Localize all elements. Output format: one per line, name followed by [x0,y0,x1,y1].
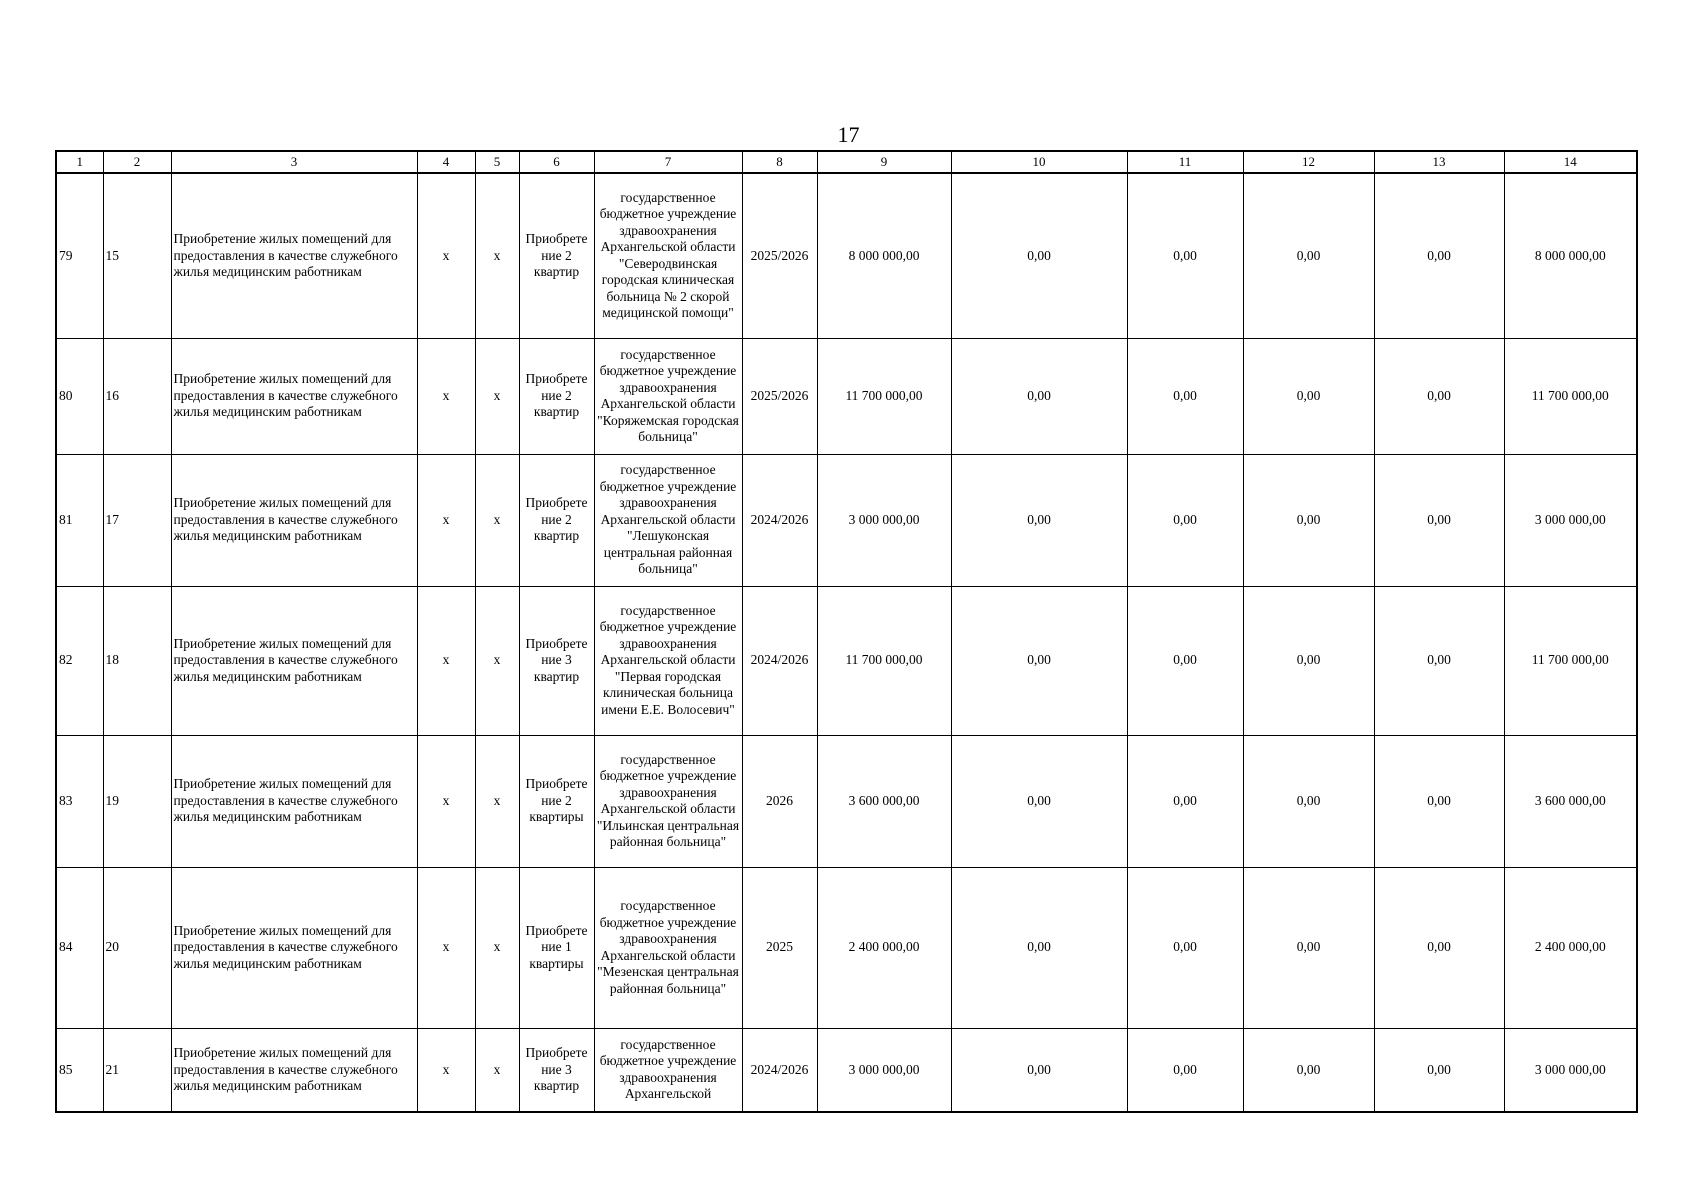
cell-col14: 3 600 000,00 [1504,735,1637,867]
cell-col10: 0,00 [951,735,1127,867]
cell-col5: x [475,338,519,454]
column-header: 13 [1374,151,1504,173]
period-cell: 2026 [742,735,817,867]
column-header: 6 [519,151,594,173]
cell-col13: 0,00 [1374,867,1504,1028]
organization-cell: государственное бюджетное учреждение здравоохранения Архангельской области "Первая городская клиническая больница имени Е.Е. Волосевич" [594,586,742,735]
result-cell: Приобрете ние 2 квартиры [519,735,594,867]
period-cell: 2025/2026 [742,338,817,454]
table-row [56,867,1637,1028]
sub-number: 20 [103,867,171,1028]
cell-col5: x [475,1028,519,1112]
table-row [56,1028,1637,1112]
organization-cell: государственное бюджетное учреждение здравоохранения Архангельской области "Коряжемская городская больница" [594,338,742,454]
column-header: 1 [56,151,103,173]
cell-col13: 0,00 [1374,1028,1504,1112]
total-cell: 2 400 000,00 [817,867,951,1028]
cell-col11: 0,00 [1127,586,1243,735]
cell-col14: 3 000 000,00 [1504,454,1637,586]
row-number: 81 [56,454,103,586]
event-description: Приобретение жилых помещений для предоставления в качестве служебного жилья медицинским работникам [171,735,417,867]
cell-col5: x [475,586,519,735]
cell-col5: x [475,454,519,586]
cell-col12: 0,00 [1243,173,1374,338]
cell-col13: 0,00 [1374,454,1504,586]
column-header: 4 [417,151,475,173]
column-header: 2 [103,151,171,173]
page-number: 17 [837,122,860,147]
sub-number: 16 [103,338,171,454]
event-description: Приобретение жилых помещений для предоставления в качестве служебного жилья медицинским работникам [171,1028,417,1112]
total-cell: 11 700 000,00 [817,338,951,454]
cell-col14: 2 400 000,00 [1504,867,1637,1028]
row-number: 80 [56,338,103,454]
cell-col11: 0,00 [1127,338,1243,454]
column-header: 14 [1504,151,1637,173]
cell-col4: x [417,867,475,1028]
column-header: 9 [817,151,951,173]
column-header: 3 [171,151,417,173]
table-row [56,173,1637,338]
event-description: Приобретение жилых помещений для предоставления в качестве служебного жилья медицинским работникам [171,867,417,1028]
row-number: 84 [56,867,103,1028]
column-header: 10 [951,151,1127,173]
result-cell: Приобрете ние 3 квартир [519,586,594,735]
column-header: 11 [1127,151,1243,173]
result-cell: Приобрете ние 1 квартиры [519,867,594,1028]
cell-col13: 0,00 [1374,586,1504,735]
cell-col10: 0,00 [951,1028,1127,1112]
result-cell: Приобрете ние 3 квартир [519,1028,594,1112]
cell-col12: 0,00 [1243,1028,1374,1112]
sub-number: 15 [103,173,171,338]
organization-cell: государственное бюджетное учреждение здравоохранения Архангельской области "Лешуконская центральная районная больница" [594,454,742,586]
cell-col4: x [417,1028,475,1112]
row-number: 79 [56,173,103,338]
period-cell: 2024/2026 [742,454,817,586]
cell-col14: 11 700 000,00 [1504,338,1637,454]
column-header: 8 [742,151,817,173]
cell-col13: 0,00 [1374,173,1504,338]
event-description: Приобретение жилых помещений для предоставления в качестве служебного жилья медицинским работникам [171,586,417,735]
column-header: 12 [1243,151,1374,173]
event-description: Приобретение жилых помещений для предоставления в качестве служебного жилья медицинским работникам [171,173,417,338]
column-number-row [56,151,1637,173]
organization-cell: государственное бюджетное учреждение здравоохранения Архангельской области "Ильинская центральная районная больница" [594,735,742,867]
cell-col4: x [417,735,475,867]
cell-col10: 0,00 [951,338,1127,454]
cell-col13: 0,00 [1374,735,1504,867]
event-description: Приобретение жилых помещений для предоставления в качестве служебного жилья медицинским работникам [171,454,417,586]
cell-col5: x [475,173,519,338]
cell-col4: x [417,586,475,735]
cell-col12: 0,00 [1243,586,1374,735]
period-cell: 2025 [742,867,817,1028]
cell-col4: x [417,173,475,338]
sub-number: 21 [103,1028,171,1112]
row-number: 83 [56,735,103,867]
cell-col12: 0,00 [1243,867,1374,1028]
sub-number: 18 [103,586,171,735]
cell-col4: x [417,338,475,454]
organization-cell: государственное бюджетное учреждение здравоохранения Архангельской области "Северодвинская городская клиническая больница № 2 скорой медицинской помощи" [594,173,742,338]
cell-col4: x [417,454,475,586]
cell-col10: 0,00 [951,586,1127,735]
total-cell: 3 000 000,00 [817,454,951,586]
cell-col10: 0,00 [951,454,1127,586]
cell-col5: x [475,735,519,867]
cell-col14: 3 000 000,00 [1504,1028,1637,1112]
cell-col10: 0,00 [951,867,1127,1028]
cell-col11: 0,00 [1127,1028,1243,1112]
sub-number: 19 [103,735,171,867]
total-cell: 8 000 000,00 [817,173,951,338]
table-row [56,454,1637,586]
organization-cell: государственное бюджетное учреждение здравоохранения Архангельской области "Мезенская центральная районная больница" [594,867,742,1028]
cell-col11: 0,00 [1127,867,1243,1028]
cell-col11: 0,00 [1127,454,1243,586]
sub-number: 17 [103,454,171,586]
row-number: 85 [56,1028,103,1112]
cell-col12: 0,00 [1243,338,1374,454]
table-row [56,586,1637,735]
cell-col10: 0,00 [951,173,1127,338]
result-cell: Приобрете ние 2 квартир [519,173,594,338]
cell-col11: 0,00 [1127,735,1243,867]
cell-col13: 0,00 [1374,338,1504,454]
cell-col14: 8 000 000,00 [1504,173,1637,338]
column-header: 7 [594,151,742,173]
row-number: 82 [56,586,103,735]
event-description: Приобретение жилых помещений для предоставления в качестве служебного жилья медицинским работникам [171,338,417,454]
total-cell: 3 600 000,00 [817,735,951,867]
table-row [56,338,1637,454]
table-row [56,735,1637,867]
period-cell: 2024/2026 [742,586,817,735]
cell-col12: 0,00 [1243,735,1374,867]
period-cell: 2025/2026 [742,173,817,338]
organization-cell: государственное бюджетное учреждение здравоохранения Архангельской [594,1028,742,1112]
total-cell: 11 700 000,00 [817,586,951,735]
budget-table [55,150,1638,1113]
cell-col12: 0,00 [1243,454,1374,586]
period-cell: 2024/2026 [742,1028,817,1112]
cell-col5: x [475,867,519,1028]
result-cell: Приобрете ние 2 квартир [519,338,594,454]
result-cell: Приобрете ние 2 квартир [519,454,594,586]
total-cell: 3 000 000,00 [817,1028,951,1112]
cell-col11: 0,00 [1127,173,1243,338]
cell-col14: 11 700 000,00 [1504,586,1637,735]
column-header: 5 [475,151,519,173]
